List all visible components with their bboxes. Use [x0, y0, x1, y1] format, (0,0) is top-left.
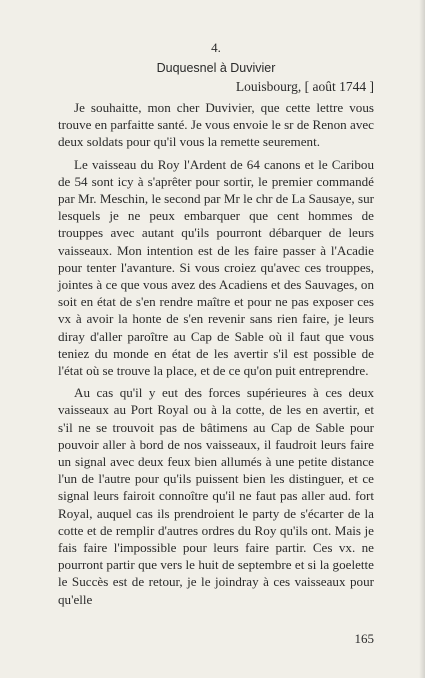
- page-edge-shadow: [419, 0, 425, 678]
- page-number: 165: [354, 631, 374, 646]
- paragraph-3: Au cas qu'il y eut des forces supérieures à ces deux vaisseaux au Port Royal ou à la cotte, de les en avertir, et s'il ne se trouvoit pas de bâtimens au Cap de Sable pour pouvoir aller à bord de nos vaisseaux, il faudroit leurs faire un signal avec deux feux bien allumés à une petite distance l'un de l'autre pour qu'ils puissent bien les distinguer, et ce signal leurs fairoit connoître qu'il ne faut pas aller aud. fort Royal, auquel cas ils prendroient le party de s'écarter de la cotte et de remplir d'autres ordres du Roy qu'ils ont. Mais je fais faire l'impossible pour leurs faire partir. Ces vx. ne pourront partir que vers le huit de septembre et si la goelette le Succès est de retour, je le joindray à ces vaisseaux pour qu'elle: [58, 385, 374, 607]
- letter-title: Duquesnel à Duvivier: [156, 61, 276, 75]
- letter-number: 4.: [211, 40, 221, 55]
- dateline: Louisbourg, [ août 1744 ]: [235, 79, 374, 94]
- paragraph-1: Je souhaitte, mon cher Duvivier, que cette lettre vous trouve en parfaitte santé. Je vous envoie le sr de Renon avec deux soldats pour qu'il vous la remette seurement.: [58, 100, 374, 150]
- paragraph-2: Le vaisseau du Roy l'Ardent de 64 canons et le Caribou de 54 sont icy à s'aprêter pour sortir, le premier commandé par Mr. Meschin, le second par Mr le chr de La Sausaye, sur lesquels je ne peux embarquer que cent hommes de trouppes avec autant qu'ils pourront débarquer de leurs vaisseaux. Mon intention est de les faire passer à l'Acadie pour tenter l'avanture. Si vous croiez qu'avec ces trouppes, jointes à ce que vous avez des Acadiens et des Sauvages, on soit en état de s'en rendre maître et pour ne pas exposer ces vx à avoir la honte de s'en revenir sans rien faire, je leurs diray d'aller paroître au Cap de Sable où il faut que vous teniez du monde en état de les avertir s'il est possible de l'état où se trouve la place, et de ce qu'on puit entreprendre.: [58, 156, 374, 379]
- letter-body: [58, 99, 374, 608]
